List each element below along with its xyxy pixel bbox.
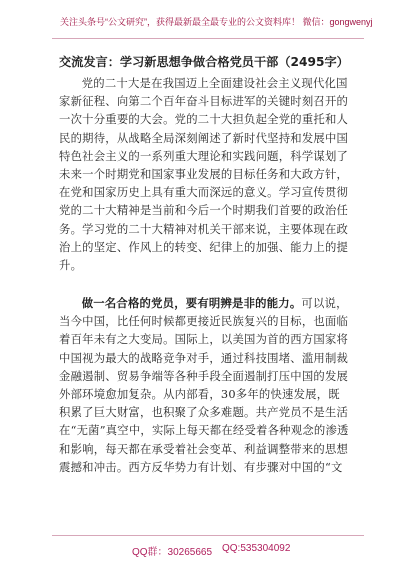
document-title: 交流发言：学习新思想争做合格党员干部（2495字） bbox=[59, 55, 349, 69]
paragraph-intro bbox=[59, 74, 349, 274]
footer-qq: QQ:535304092 bbox=[222, 543, 291, 554]
paragraph-discernment-text: 可以说，当今中国，比任何时候都更接近民族复兴的目标，也面临着百年未有之大变局。国际上，以美国为首的西方国家将中国视为最大的战略竞争对手，通过科技围堵、滥用制裁金融遏制、贸易争端等各种手段全面遏制打压中国的发展外部环境愈加复杂。从内部看，30多年的快速发展，既积累了巨大财富，也积聚了众多难题。共产党员不是生活在“无菌”真空中，实际上每天都在经受着各种观念的渗透和影响，每天都在承受着社会变革、利益调整带来的思想震撼和冲击。西方反华势力有计划、有步骤对中国的“文 bbox=[59, 296, 349, 474]
footer-qq-group: QQ群：30265665 bbox=[132, 547, 213, 558]
paragraph-intro-text: 党的二十大是在我国迈上全面建设社会主义现代化国家新征程、向第二个百年奋斗目标进军的关键时刻召开的一次十分重要的大会。党的二十大担负起全党的重托和人民的期待，从战略全局深刻阐述了新时代坚持和发展中国特色社会主义的一系列重大理论和实践问题，科学谋划了未来一个时期党和国家事业发展的目标任务和大政方针，在党和国家历史上具有重大而深远的意义。学习宣传贯彻党的二十大精神是当前和今后一个时期我们首要的政治任务。学习党的二十大精神对机关干部来说，主要体现在政治上的坚定、作风上的转变、纪律上的加强、能力上的提升。 bbox=[59, 76, 349, 273]
paragraph-lead-sentence: 做一名合格的党员，要有明辨是非的能力。 bbox=[81, 296, 302, 310]
header-promo-text: 关注头条号“公文研究”，获得最新最全最专业的公文资料库！ 微信：gongwenyj bbox=[60, 17, 373, 27]
paragraph-discernment bbox=[59, 294, 349, 476]
footer-rule bbox=[52, 535, 364, 536]
